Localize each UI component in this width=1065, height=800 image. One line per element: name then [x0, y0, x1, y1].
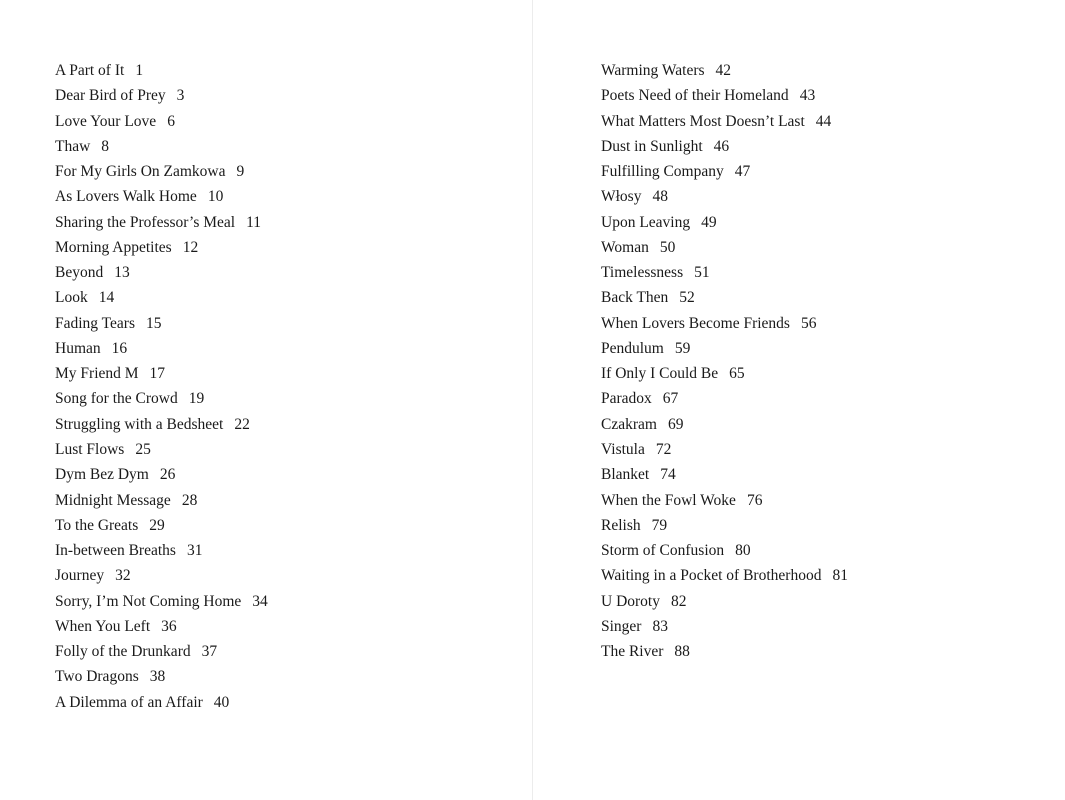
toc-entry-page-number: 19: [188, 390, 205, 408]
toc-entry-page-number: 81: [832, 567, 848, 585]
toc-entry: [55, 361, 268, 386]
toc-entry-page-number: 29: [149, 516, 165, 534]
toc-entry: [55, 563, 268, 588]
toc-entry-title: Czakram: [601, 415, 657, 433]
toc-entry-title: Lust Flows: [55, 440, 125, 458]
toc-entry-title: Folly of the Drunkard: [55, 643, 191, 661]
toc-entry-page-number: 49: [701, 213, 717, 231]
toc-entry: [55, 412, 268, 437]
toc-entry: [55, 210, 268, 235]
toc-entry-page-number: 3: [176, 87, 185, 105]
toc-entry-page-number: 36: [161, 617, 177, 635]
toc-entry: [55, 109, 268, 134]
toc-entry-title: Beyond: [55, 264, 104, 282]
toc-entry: [55, 285, 268, 310]
toc-entry-title: My Friend M: [55, 365, 139, 383]
toc-entry-title: Paradox: [601, 390, 652, 408]
toc-entry-page-number: 80: [735, 542, 751, 560]
toc-entry: [601, 83, 848, 108]
toc-entry-page-number: 16: [111, 339, 128, 357]
toc-entry: [55, 664, 268, 689]
toc-entry: [601, 311, 848, 336]
toc-entry-title: Look: [55, 289, 88, 307]
toc-entry-title: Journey: [55, 567, 105, 585]
toc-entry-title: Fading Tears: [55, 314, 135, 332]
toc-entry-title: A Dilemma of an Affair: [55, 693, 203, 711]
toc-entry-title: When the Fowl Woke: [601, 491, 736, 509]
toc-entry: [601, 58, 848, 83]
toc-entry-page-number: 76: [746, 491, 763, 509]
toc-entry: [55, 134, 268, 159]
toc-entry: [55, 260, 268, 285]
toc-entry: [601, 386, 848, 411]
toc-entry: [601, 361, 848, 386]
toc-entry-title: For My Girls On Zamkowa: [55, 163, 226, 181]
table-of-contents-left: [55, 58, 268, 715]
toc-entry-page-number: 51: [694, 264, 710, 282]
toc-entry: [55, 690, 268, 715]
toc-entry-title: Back Then: [601, 289, 669, 307]
toc-entry-page-number: 52: [679, 289, 695, 307]
toc-entry-title: When You Left: [55, 617, 151, 635]
toc-entry-page-number: 83: [652, 617, 668, 635]
toc-entry: [55, 311, 268, 336]
toc-entry: [55, 336, 268, 361]
toc-entry-title: Sorry, I’m Not Coming Home: [55, 592, 242, 610]
toc-entry: [601, 513, 848, 538]
toc-entry-title: To the Greats: [55, 516, 139, 534]
toc-entry-page-number: 59: [674, 339, 691, 357]
toc-entry: [601, 437, 848, 462]
toc-entry-page-number: 31: [186, 542, 203, 560]
toc-entry-title: Dym Bez Dym: [55, 466, 149, 484]
toc-entry-page-number: 11: [246, 213, 262, 231]
toc-entry: [601, 412, 848, 437]
toc-entry-page-number: 44: [815, 112, 832, 130]
toc-entry-page-number: 28: [181, 491, 198, 509]
toc-entry-page-number: 6: [167, 112, 175, 130]
toc-entry: [601, 109, 848, 134]
toc-entry: [55, 639, 268, 664]
toc-entry: [601, 134, 848, 159]
toc-entry-title: Fulfilling Company: [601, 163, 724, 181]
toc-entry-title: Midnight Message: [55, 491, 171, 509]
toc-entry-title: Blanket: [601, 466, 650, 484]
toc-entry: [55, 235, 268, 260]
toc-entry-title: The River: [601, 643, 664, 661]
toc-entry-title: Woman: [601, 238, 649, 256]
toc-entry-title: Storm of Confusion: [601, 542, 725, 560]
toc-entry-page-number: 72: [655, 440, 672, 458]
toc-entry-title: Włosy: [601, 188, 642, 206]
toc-entry-title: Dear Bird of Prey: [55, 87, 166, 105]
toc-entry-page-number: 22: [234, 415, 250, 433]
toc-entry-page-number: 25: [135, 440, 151, 458]
toc-entry-title: Dust in Sunlight: [601, 137, 703, 155]
toc-entry-title: Singer: [601, 617, 642, 635]
toc-entry: [601, 589, 848, 614]
toc-entry-title: Thaw: [55, 137, 91, 155]
toc-entry-title: Waiting in a Pocket of Brotherhood: [601, 567, 822, 585]
toc-entry: [55, 614, 268, 639]
toc-entry-page-number: 32: [115, 567, 131, 585]
toc-entry-page-number: 15: [146, 314, 162, 332]
toc-entry-page-number: 13: [114, 264, 130, 282]
toc-entry-title: Love Your Love: [55, 112, 157, 130]
toc-entry-title: What Matters Most Doesn’t Last: [601, 112, 805, 130]
toc-entry-title: Relish: [601, 516, 641, 534]
toc-entry: [55, 538, 268, 563]
toc-entry-page-number: 10: [207, 188, 224, 206]
toc-entry: [601, 563, 848, 588]
toc-entry-page-number: 1: [135, 62, 144, 79]
toc-entry: [601, 614, 848, 639]
toc-entry-page-number: 38: [149, 668, 166, 686]
toc-entry-page-number: 88: [674, 643, 690, 661]
toc-entry-page-number: 34: [252, 592, 268, 610]
toc-entry-page-number: 50: [659, 238, 676, 256]
toc-entry-page-number: 40: [213, 693, 230, 711]
toc-entry: [601, 210, 848, 235]
toc-entry-page-number: 46: [713, 137, 730, 155]
toc-entry-title: Song for the Crowd: [55, 390, 178, 408]
toc-entry-title: As Lovers Walk Home: [55, 188, 197, 206]
toc-entry-title: Timelessness: [601, 264, 684, 282]
toc-entry-title: If Only I Could Be: [601, 365, 719, 383]
toc-entry-page-number: 17: [149, 365, 166, 383]
toc-entry-title: U Doroty: [601, 592, 660, 610]
toc-entry: [601, 184, 848, 209]
toc-entry: [55, 386, 268, 411]
toc-entry-page-number: 43: [799, 87, 816, 105]
toc-entry-title: Sharing the Professor’s Meal: [55, 213, 236, 231]
toc-entry: [601, 285, 848, 310]
toc-entry-page-number: 74: [660, 466, 676, 484]
toc-entry-title: Struggling with a Bedsheet: [55, 415, 224, 433]
toc-entry-page-number: 14: [98, 289, 115, 307]
toc-entry-page-number: 9: [236, 163, 245, 181]
toc-entry-title: Upon Leaving: [601, 213, 691, 231]
toc-entry: [55, 58, 268, 83]
right-page: [533, 0, 1065, 800]
toc-entry: [55, 513, 268, 538]
toc-entry: [55, 488, 268, 513]
toc-entry-title: Human: [55, 339, 101, 357]
toc-entry: [55, 462, 268, 487]
table-of-contents-right: [601, 58, 848, 664]
toc-entry: [55, 589, 268, 614]
toc-entry-page-number: 37: [201, 643, 218, 661]
toc-entry: [601, 488, 848, 513]
toc-entry-page-number: 8: [101, 137, 110, 155]
toc-entry-page-number: 67: [662, 390, 679, 408]
toc-entry: [55, 159, 268, 184]
toc-entry: [601, 639, 848, 664]
toc-entry: [55, 83, 268, 108]
toc-entry-page-number: 56: [800, 314, 817, 332]
toc-entry-page-number: 47: [734, 163, 751, 181]
toc-entry-page-number: 42: [715, 62, 732, 79]
toc-entry: [55, 184, 268, 209]
toc-entry-page-number: 12: [182, 238, 199, 256]
toc-entry: [601, 159, 848, 184]
toc-entry-page-number: 48: [652, 188, 668, 206]
toc-entry-title: Morning Appetites: [55, 238, 172, 256]
toc-entry-page-number: 82: [670, 592, 687, 610]
toc-entry: [601, 336, 848, 361]
toc-entry-title: Vistula: [601, 440, 645, 458]
toc-entry-title: Poets Need of their Homeland: [601, 87, 789, 105]
toc-entry-page-number: 79: [651, 516, 668, 534]
toc-entry-page-number: 69: [667, 415, 684, 433]
toc-entry: [601, 462, 848, 487]
toc-entry: [601, 235, 848, 260]
toc-entry-title: When Lovers Become Friends: [601, 314, 790, 332]
toc-entry-title: Pendulum: [601, 339, 664, 357]
toc-entry: [601, 538, 848, 563]
left-page: [0, 0, 532, 800]
toc-entry-title: Warming Waters: [601, 62, 705, 79]
toc-entry-page-number: 26: [159, 466, 176, 484]
toc-entry-page-number: 65: [729, 365, 745, 383]
toc-entry-title: In-between Breaths: [55, 542, 176, 560]
toc-entry: [601, 260, 848, 285]
toc-entry: [55, 437, 268, 462]
toc-entry-title: Two Dragons: [55, 668, 139, 686]
toc-entry-title: A Part of It: [55, 62, 125, 79]
